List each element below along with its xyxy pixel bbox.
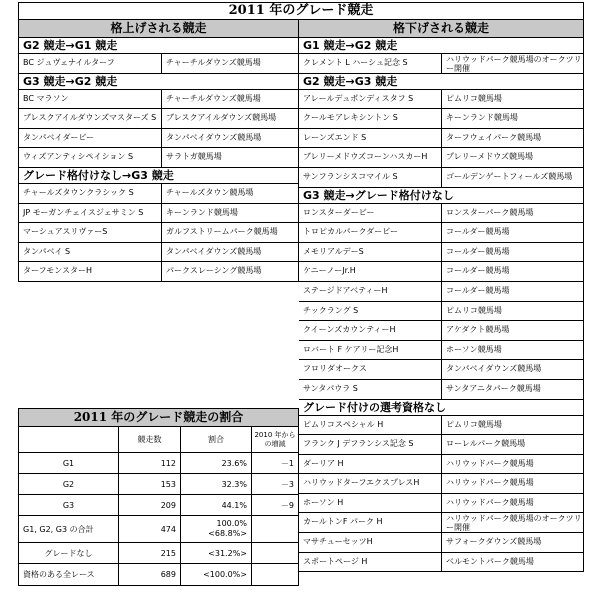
stats-row <box>19 543 298 564</box>
race-name: ウィズアンティシペイション S <box>19 148 162 167</box>
racecourse-name: ハリウッドパーク競馬場 <box>446 458 534 468</box>
race-name: アレールデュポンディスタフ S <box>299 90 442 109</box>
downgraded-races-table <box>299 38 584 572</box>
race-row <box>299 282 583 302</box>
race-name: タンパベイダービー <box>19 129 162 148</box>
race-name: マサチューセッツH <box>299 533 442 552</box>
race-name: JP モーガンチェイスジェサミン S <box>19 204 162 223</box>
upgraded-races-table <box>18 38 299 282</box>
section-title: G3 競走→グレード格付けなし <box>299 188 583 204</box>
race-name: クールモアレキシントン S <box>299 109 442 128</box>
race-name: BC ジュヴェナイルターフ <box>19 54 162 73</box>
race-row <box>299 494 583 514</box>
race-name: チックラング S <box>299 302 442 321</box>
stats-cell: G3 <box>19 495 119 515</box>
race-row <box>299 54 583 74</box>
race-row <box>19 129 298 149</box>
racecourse-name: チャールズタウン競馬場 <box>166 187 254 197</box>
racecourse-name: ピムリコ競馬場 <box>446 93 502 103</box>
race-name: ケニーノーJr.H <box>299 262 442 281</box>
racecourse-name: タンパベイダウンズ競馬場 <box>446 364 542 374</box>
stats-row <box>19 564 298 585</box>
stats-cell <box>252 543 298 563</box>
race-name: クレメント L ハーシュ記念 S <box>299 54 442 73</box>
stats-cell: －3 <box>280 479 294 489</box>
stats-cell: G1, G2, G3 の合計 <box>19 516 119 542</box>
stats-cell: 474 <box>119 516 181 542</box>
stats-cell: <31.2%> <box>181 543 252 563</box>
racecourse-name: タンパベイダウンズ競馬場 <box>166 132 262 142</box>
race-row <box>299 109 583 129</box>
race-row <box>19 148 298 168</box>
racecourse-name: コールダー競馬場 <box>446 246 510 256</box>
race-row <box>299 321 583 341</box>
race-row <box>19 243 298 263</box>
race-name: サンフランシスコマイル S <box>299 168 442 187</box>
section-title: G2 競走→G3 競走 <box>299 74 583 90</box>
stats-cell <box>252 516 298 542</box>
race-name: ロンスターダービー <box>299 204 442 223</box>
stats-row <box>19 495 298 516</box>
race-row <box>299 204 583 224</box>
stats-cell: 209 <box>119 495 181 515</box>
racecourse-name: ハリウッドパーク競馬場のオークツリー開催 <box>446 55 582 73</box>
race-row <box>299 341 583 361</box>
racecourse-name: ロンスターパーク競馬場 <box>446 207 534 217</box>
race-name: ハリウッドターフエクスプレスH <box>299 474 442 493</box>
racecourse-name: ブレスクアイルダウンズ競馬場 <box>166 113 277 123</box>
racecourse-name: ゴールデンゲートフィールズ競馬場 <box>446 171 573 181</box>
race-name: ダーリア H <box>299 455 442 474</box>
racecourse-name: ハリウッドパーク競馬場 <box>446 478 534 488</box>
racecourse-name: ターフウェイパーク競馬場 <box>446 132 542 142</box>
race-row <box>299 455 583 475</box>
race-row <box>19 184 298 204</box>
race-row <box>299 223 583 243</box>
section-title: G2 競走→G1 競走 <box>19 38 298 54</box>
race-row <box>299 474 583 494</box>
race-name: クイーンズカウンティーH <box>299 321 442 340</box>
race-name: ロバート F ケアリー記念H <box>299 341 442 360</box>
race-name: チャールズタウンクラシック S <box>19 184 162 203</box>
race-row <box>299 533 583 553</box>
racecourse-name: タンパベイダウンズ競馬場 <box>166 246 262 256</box>
racecourse-name: アケダクト競馬場 <box>446 325 510 335</box>
race-row <box>299 243 583 263</box>
racecourse-name: チャーチルダウンズ競馬場 <box>166 93 261 103</box>
race-row <box>19 204 298 224</box>
stats-cell: 689 <box>119 564 181 585</box>
stats-header-cell: 競走数 <box>119 427 181 452</box>
race-row <box>19 262 298 282</box>
race-name: タンパベイ S <box>19 243 162 262</box>
section-title: グレード付けの選考資格なし <box>299 400 583 416</box>
stats-cell: －9 <box>280 500 294 510</box>
race-row <box>299 435 583 455</box>
race-row <box>299 129 583 149</box>
stats-cell: グレードなし <box>19 543 119 563</box>
section-title: グレード格付けなし→G3 競走 <box>19 168 298 184</box>
stats-cell: 100.0% <68.8%> <box>181 516 252 542</box>
stats-header-cell: 2010 年からの増減 <box>254 430 296 448</box>
race-row <box>19 109 298 129</box>
race-name: レーンズエンド S <box>299 129 442 148</box>
race-row <box>299 148 583 168</box>
race-name: カールトンF パーク H <box>299 513 442 532</box>
race-name: ターフモンスターH <box>19 262 162 281</box>
race-row <box>299 416 583 436</box>
racecourse-name: プレリーメドウズ競馬場 <box>446 152 534 162</box>
race-name: ブレリーメドウズコーンハスカーH <box>299 148 442 167</box>
race-name: マーシュアスリヴァーS <box>19 223 162 242</box>
section-title: G3 競走→G2 競走 <box>19 74 298 90</box>
racecourse-name: ハリウッドパーク競馬場 <box>446 497 534 507</box>
race-name: ホーソン H <box>299 494 442 513</box>
racecourse-name: ガルフストリームパーク競馬場 <box>166 227 278 237</box>
left-column-header: 格上げされる競走 <box>18 20 299 38</box>
race-row <box>19 90 298 110</box>
grade-ratio-table <box>18 408 299 586</box>
stats-header-row <box>19 427 298 453</box>
race-row <box>299 553 583 573</box>
race-row <box>299 360 583 380</box>
stats-cell: G1 <box>19 453 119 473</box>
race-row <box>299 168 583 188</box>
racecourse-name: コールダー競馬場 <box>446 285 510 295</box>
stats-cell <box>252 564 298 585</box>
stats-row <box>19 474 298 495</box>
racecourse-name: ローレルパーク競馬場 <box>446 439 526 449</box>
stats-cell: 32.3% <box>181 474 252 494</box>
racecourse-name: ピムリコ競馬場 <box>446 305 502 315</box>
racecourse-name: キーンランド競馬場 <box>446 113 518 123</box>
racecourse-name: サフォークダウンズ競馬場 <box>446 537 542 547</box>
racecourse-name: コールダー競馬場 <box>446 227 510 237</box>
stats-row <box>19 516 298 543</box>
stats-header-cell <box>19 427 119 452</box>
stats-row <box>19 453 298 474</box>
racecourse-name: ホーソン競馬場 <box>446 344 502 354</box>
racecourse-name: ベルモントパーク競馬場 <box>446 556 534 566</box>
race-name: メモリアルデーS <box>299 243 442 262</box>
race-row <box>299 90 583 110</box>
section-title: G1 競走→G2 競走 <box>299 38 583 54</box>
race-row <box>299 302 583 322</box>
racecourse-name: チャーチルダウンズ競馬場 <box>166 58 261 67</box>
stats-cell: 112 <box>119 453 181 473</box>
stats-cell: 資格のある全レース <box>19 564 119 585</box>
race-name: サンタパウラ S <box>299 380 442 399</box>
stats-cell: 215 <box>119 543 181 563</box>
race-name: ブレスクアイルダウンズマスターズ S <box>19 109 162 128</box>
stats-header-cell: 割合 <box>181 427 252 452</box>
racecourse-name: ピムリコ競馬場 <box>446 419 502 429</box>
race-name: フランク J デフランシス記念 S <box>299 435 442 454</box>
race-row <box>299 380 583 400</box>
racecourse-name: サラトガ競馬場 <box>166 152 222 162</box>
stats-cell: 23.6% <box>181 453 252 473</box>
race-row <box>19 223 298 243</box>
stats-cell: 44.1% <box>181 495 252 515</box>
stats-cell: <100.0%> <box>181 564 252 585</box>
race-name: BC マラソン <box>19 90 162 109</box>
race-row <box>299 262 583 282</box>
stats-cell: G2 <box>19 474 119 494</box>
page-title: 2011 年のグレード競走 <box>18 2 584 20</box>
stats-cell: －1 <box>280 458 294 468</box>
race-name: ステージドアベティーH <box>299 282 442 301</box>
race-row <box>299 513 583 533</box>
racecourse-name: パークスレーシング競馬場 <box>166 266 262 276</box>
race-name: トロピカルパークダービー <box>299 223 442 242</box>
racecourse-name: ハリウッドパーク競馬場のオークツリー開催 <box>446 514 582 533</box>
racecourse-name: サンタアニタパーク競馬場 <box>446 383 541 393</box>
race-name: スポートページ H <box>299 553 442 572</box>
stats-cell: 153 <box>119 474 181 494</box>
racecourse-name: キーンランド競馬場 <box>166 207 238 217</box>
right-column-header: 格下げされる競走 <box>299 20 584 38</box>
racecourse-name: コールダー競馬場 <box>446 266 510 276</box>
race-name: ピムリコスペシャル H <box>299 416 442 435</box>
race-name: フロリダオークス <box>299 360 442 379</box>
race-row <box>19 54 298 74</box>
stats-title: 2011 年のグレード競走の割合 <box>19 409 298 427</box>
